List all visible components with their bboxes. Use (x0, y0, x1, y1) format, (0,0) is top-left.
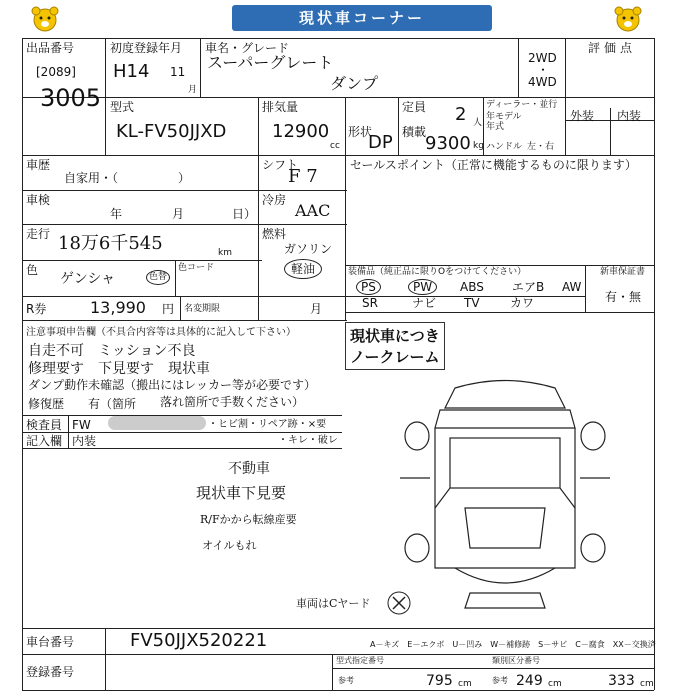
shape-value: DP (368, 132, 393, 153)
color-label: 色 (26, 263, 39, 277)
equip-leather: カワ (510, 296, 535, 310)
notes-label: 注意事項申告欄（不具合内容等は具体的に記入して下さい） (26, 327, 296, 338)
equip-sr: SR (362, 296, 378, 310)
aircon-value: AAC (295, 201, 331, 220)
equipment-label: 装備品（純正品に限りOをつけてください） (348, 267, 527, 277)
inspector-label: 検査員 (26, 418, 63, 432)
name-change-label: 名変期限 (184, 304, 221, 314)
car-diagram (395, 368, 615, 618)
inspector-label2: 記入欄 (26, 434, 63, 448)
no-claim-stamp (345, 322, 445, 370)
model-value: KL-FV50JJXD (116, 121, 227, 142)
color-change: 色替 (146, 270, 170, 285)
notes-line3: ダンプ動作未確認（搬出にはレッカー等が必要です） (28, 378, 317, 392)
equip-ps: PS (356, 279, 381, 295)
dims-length-unit: cm (458, 679, 472, 689)
fuel-label: 燃料 (262, 227, 287, 241)
first-reg-unit: 月 (188, 85, 198, 95)
drive-2wd: 2WD (528, 51, 557, 65)
shape-label: 形状 (348, 125, 373, 139)
equip-airbag: エアB (512, 280, 545, 294)
inspection-label: 車検 (26, 193, 51, 207)
first-reg-era: H14 (113, 61, 150, 82)
stamp-line2: ノークレーム (350, 348, 440, 366)
equip-tv: TV (464, 296, 480, 310)
capacity-value: 2 (455, 104, 467, 125)
capacity-unit: 人 (473, 118, 483, 128)
car-name-value: スーパーグレート (207, 53, 334, 72)
dealer-label: ディーラー・並行 (486, 100, 558, 110)
load-unit: kg (473, 141, 484, 151)
mileage-label: 走行 (26, 227, 51, 241)
chassis-label: 車台番号 (26, 635, 75, 649)
eval-label: 評価点 (588, 41, 637, 55)
inspector-interior: 内装 (72, 434, 97, 448)
hand-note-5: 車両はCヤード (296, 597, 371, 610)
sales-point-label: セールスポイント（正常に機能するものに限ります） (350, 158, 637, 172)
hand-note-3: R/Fかから転線産要 (200, 513, 297, 526)
new-warranty-label: 新車保証書 (600, 267, 646, 277)
dims-class-label: 類別区分番号 (492, 656, 540, 665)
drive-4wd: 4WD (528, 75, 557, 89)
fuel-gasoline: ガソリン (284, 242, 333, 256)
equip-pw: PW (408, 279, 437, 295)
car-grade-value: ダンプ (330, 74, 379, 93)
recycle-value: 13,990 (90, 298, 146, 317)
hand-note-2: 現状車下見要 (196, 484, 287, 502)
lot-sub: [2089] (36, 65, 76, 79)
first-reg-label: 初度登録年月 (110, 41, 183, 55)
stamp-line1: 現状車につき (350, 327, 440, 345)
first-reg-month: 11 (170, 65, 186, 79)
name-change-month: 月 (310, 302, 323, 316)
notes-line4b: 落れ箇所で手数ください） (160, 395, 305, 409)
hand-note-1: 不動車 (228, 461, 270, 477)
chassis-value: FV50JJX520221 (130, 630, 268, 651)
history-value: 自家用・（ ） (64, 171, 191, 185)
inspection-month: 月 (172, 207, 185, 221)
dims-width-unit: cm (548, 679, 562, 689)
damage-legend: A－キズ E－エクボ U－凹み W－補修跡 S－サビ C－腐食 XX－交換済 (370, 640, 656, 649)
equip-aw: AW (562, 280, 582, 294)
dims-sub-label: 参考 (338, 676, 354, 685)
car-name-label: 車名・グレード (205, 41, 290, 55)
notes-line4: 修復歴 有（箇所 (28, 397, 149, 411)
handle-value: 左・右 (527, 142, 555, 152)
registration-label: 登録番号 (26, 665, 75, 679)
aircon-label: 冷房 (262, 193, 287, 207)
mileage-unit: km (218, 248, 232, 258)
recycle-unit: 円 (162, 302, 175, 316)
eval-exterior: 外装 (570, 109, 595, 123)
dims-label: 型式指定番号 (336, 656, 384, 665)
displacement-label: 排気量 (262, 100, 299, 114)
shift-label: シフト (262, 158, 299, 172)
shift-value: F 7 (288, 166, 318, 187)
recycle-label: R券 (26, 302, 47, 316)
equip-abs: ABS (460, 280, 484, 294)
history-label: 車歴 (26, 158, 51, 172)
dims-width: 249 (516, 673, 543, 689)
displacement-value: 12900 (272, 121, 330, 142)
dims-height: 333 (608, 673, 635, 689)
dims-length: 795 (426, 673, 453, 689)
dims-class-sub: 参考 (492, 676, 508, 685)
load-label: 積載 (402, 125, 427, 139)
load-value: 9300 (425, 133, 471, 154)
bear-mascot-icon (30, 4, 60, 34)
header (0, 0, 700, 38)
new-warranty-value: 有・無 (605, 290, 642, 304)
header-title: 現状車コーナー (232, 5, 492, 31)
mileage-value: 18万6千545 (58, 233, 163, 254)
smudge (108, 416, 206, 430)
capacity-label: 定員 (402, 100, 427, 114)
dealer-model-label: 年モデル (486, 112, 522, 122)
equip-navi: ナビ (412, 296, 437, 310)
color-value: ゲンシャ (60, 271, 116, 287)
inspector-hibi: ・ヒビ割・リペア跡・×要 (208, 419, 327, 430)
inspection-year: 年 (110, 207, 123, 221)
inspection-day: 日） (232, 207, 257, 221)
inspector-kire: ・キレ・破レ (278, 435, 338, 446)
lot-label: 出品番号 (26, 41, 75, 55)
notes-line2: 修理要す 下見要す 現状車 (28, 361, 210, 377)
model-label: 型式 (110, 100, 135, 114)
color-code-label: 色コード (178, 263, 215, 273)
handle-label: ハンドル (486, 142, 523, 152)
notes-line1: 自走不可 ミッション不良 (28, 343, 196, 359)
lot-number: 3005 (40, 84, 102, 112)
fuel-diesel: 軽油 (284, 259, 322, 279)
displacement-unit: cc (330, 141, 340, 151)
inspector-fw: FW (72, 418, 91, 432)
dealer-model-year: 年式 (486, 122, 505, 132)
bear-mascot-icon (613, 4, 643, 34)
dims-height-unit: cm (640, 679, 654, 689)
eval-interior: 内装 (617, 109, 642, 123)
drive-dot: ・ (537, 63, 550, 77)
hand-note-4: オイルもれ (202, 539, 257, 552)
